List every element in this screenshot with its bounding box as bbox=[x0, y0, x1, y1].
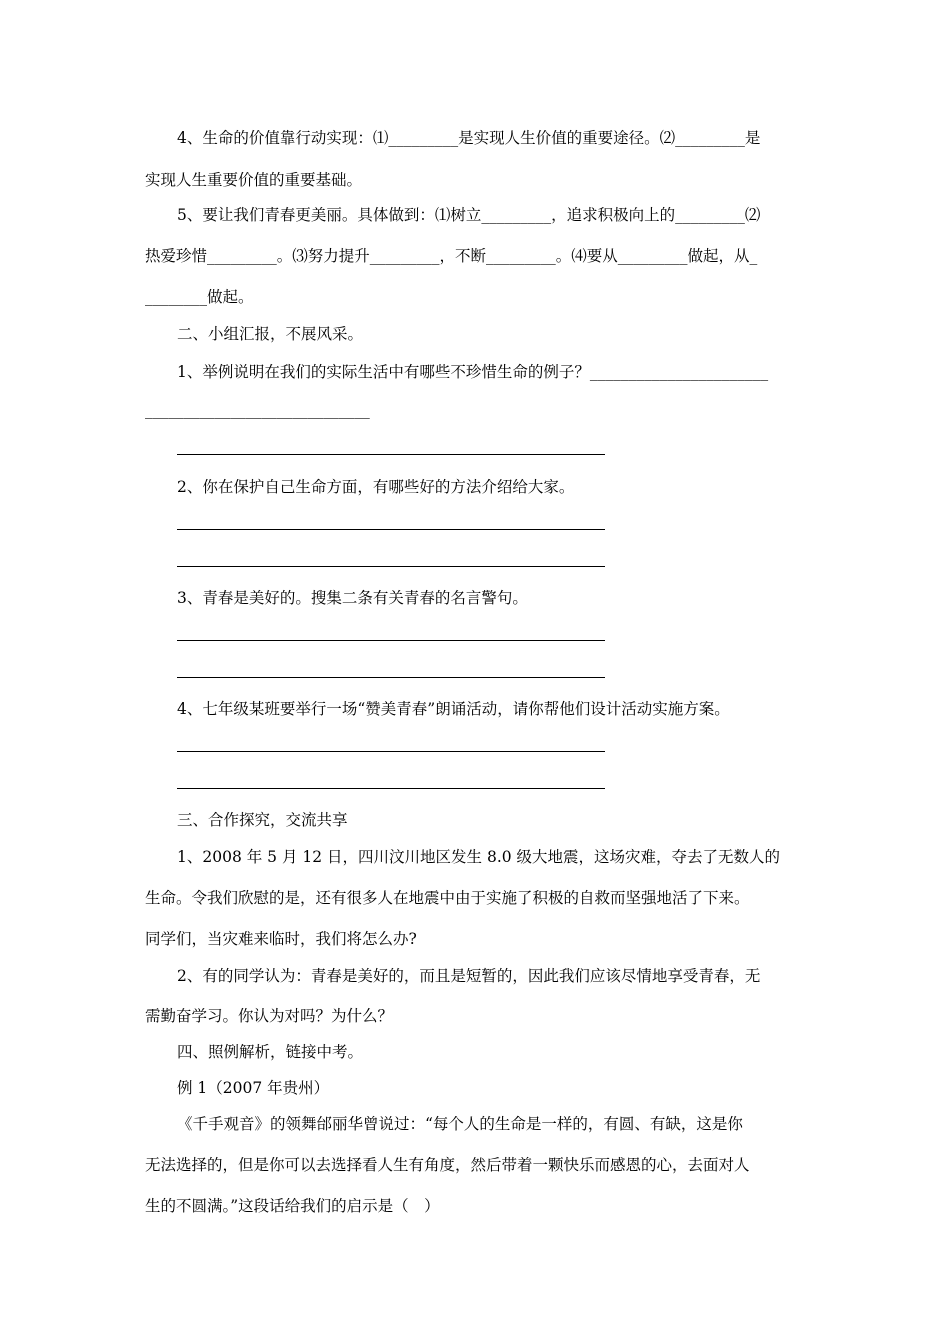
example-label: 例 1（2007 年贵州） bbox=[177, 1079, 330, 1097]
answer-line bbox=[177, 454, 605, 455]
section4-heading: 四、照例解析，链接中考。 bbox=[177, 1043, 364, 1061]
quote-line2: 无法选择的，但是你可以去选择看人生有角度，然后带着一颗快乐而感恩的心，去面对人 bbox=[145, 1156, 750, 1174]
section2-heading: 二、小组汇报，不展风采。 bbox=[177, 325, 364, 343]
answer-line bbox=[177, 677, 605, 678]
section2-q4: 4、七年级某班要举行一场“赞美青春”朗诵活动，请你帮他们设计活动实施方案。 bbox=[177, 700, 730, 718]
section3-q1-line2: 生命。令我们欣慰的是，还有很多人在地震中由于实施了积极的自救而坚强地活了下来。 bbox=[145, 889, 750, 907]
answer-line bbox=[177, 788, 605, 789]
section2-q3: 3、青春是美好的。搜集二条有关青春的名言警句。 bbox=[177, 589, 528, 607]
quote-line1: 《千手观音》的领舞邰丽华曾说过：“每个人的生命是一样的，有圆、有缺，这是你 bbox=[177, 1115, 743, 1133]
section3-q2-line2: 需勤奋学习。你认为对吗？为什么？ bbox=[145, 1007, 394, 1025]
answer-line bbox=[177, 640, 605, 641]
section2-q2: 2、你在保护自己生命方面，有哪些好的方法介绍给大家。 bbox=[177, 478, 575, 496]
section3-heading: 三、合作探究，交流共享 bbox=[177, 811, 348, 829]
section2-q1-line1: 1、举例说明在我们的实际生活中有哪些不珍惜生命的例子？_______________________ bbox=[177, 363, 769, 381]
quote-line3: 生的不圆满。”这段话给我们的启示是（ ） bbox=[145, 1197, 440, 1215]
item4-line2: 实现人生重要价值的重要基础。 bbox=[145, 171, 363, 189]
item5-line3: ________做起。 bbox=[145, 288, 254, 306]
answer-line bbox=[177, 751, 605, 752]
answer-line bbox=[177, 529, 605, 530]
section3-q1-line3: 同学们，当灾难来临时，我们将怎么办? bbox=[145, 930, 417, 948]
answer-line bbox=[177, 566, 605, 567]
item5-line1: 5、要让我们青春更美丽。具体做到：⑴树立_________，追求积极向上的_________⑵ bbox=[177, 206, 761, 224]
item5-line2: 热爱珍惜_________。⑶努力提升_________，不断_________。⑷要从_________做起，从_ bbox=[145, 247, 758, 265]
section2-q1-line2: _____________________________ bbox=[145, 401, 370, 419]
section3-q2-line1: 2、有的同学认为：青春是美好的，而且是短暂的，因此我们应该尽情地享受青春，无 bbox=[177, 967, 761, 985]
section3-q1-line1: 1、2008 年 5 月 12 日，四川汶川地区发生 8.0 级大地震，这场灾难，夺去了无数人的 bbox=[177, 848, 781, 866]
item4-line1: 4、生命的价值靠行动实现：⑴_________是实现人生价值的重要途径。⑵_________是 bbox=[177, 129, 761, 147]
